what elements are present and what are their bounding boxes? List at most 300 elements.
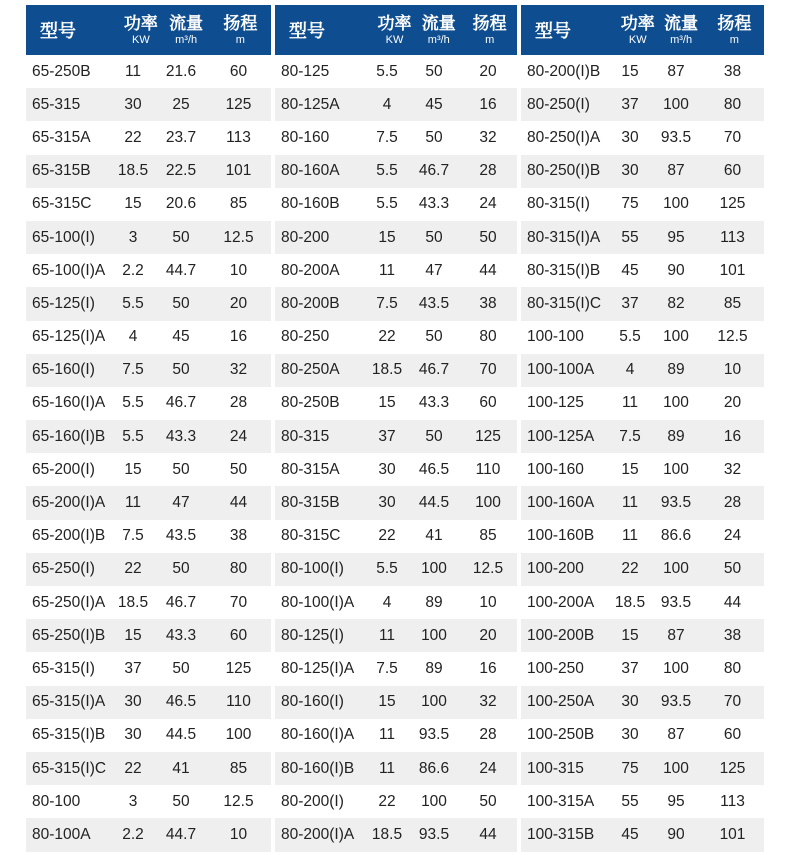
header-power-unit: KW xyxy=(628,33,647,46)
cell-power: 5.5 xyxy=(122,394,144,412)
cell-model: 65-250(I) xyxy=(32,560,95,578)
table-row xyxy=(275,155,517,188)
cell-flow: 45 xyxy=(425,95,443,113)
table-row xyxy=(26,818,271,851)
cell-head: 85 xyxy=(723,294,742,312)
cell-flow: 50 xyxy=(172,792,190,810)
table-row xyxy=(26,420,271,453)
cell-power: 15 xyxy=(378,228,396,246)
header-head xyxy=(462,14,517,47)
cell-flow: 90 xyxy=(667,825,685,843)
cell-model: 100-250 xyxy=(527,659,584,677)
cell-power: 75 xyxy=(621,195,639,213)
cell-power: 11 xyxy=(621,394,639,412)
cell-power: 11 xyxy=(378,726,396,744)
header-head-unit: m xyxy=(729,33,739,46)
cell-head: 125 xyxy=(225,95,252,113)
table-row xyxy=(521,387,764,420)
cell-power: 37 xyxy=(621,95,639,113)
cell-model: 100-250A xyxy=(527,693,595,711)
cell-model: 80-125(I) xyxy=(281,626,344,644)
cell-power: 22 xyxy=(621,560,639,578)
cell-model: 65-315(I)A xyxy=(32,693,106,711)
cell-model: 80-315(I)B xyxy=(527,261,601,279)
cell-model: 65-315(I)C xyxy=(32,759,107,777)
cell-power: 11 xyxy=(378,626,396,644)
table-row xyxy=(275,453,517,486)
cell-power: 15 xyxy=(621,62,639,80)
header-flow xyxy=(415,14,462,47)
cell-power: 37 xyxy=(378,427,396,445)
cell-power: 18.5 xyxy=(371,361,403,379)
cell-head: 32 xyxy=(479,693,497,711)
cell-flow: 87 xyxy=(667,62,685,80)
cell-head: 16 xyxy=(229,328,248,346)
cell-flow: 93.5 xyxy=(660,693,692,711)
table-row xyxy=(521,55,764,88)
cell-head: 101 xyxy=(719,825,746,843)
cell-flow: 87 xyxy=(667,162,685,180)
header-power-label: 功率 xyxy=(620,13,655,33)
cell-power: 15 xyxy=(124,460,142,478)
cell-power: 11 xyxy=(124,494,142,512)
cell-head: 60 xyxy=(229,62,248,80)
cell-power: 22 xyxy=(378,792,396,810)
cell-model: 100-100A xyxy=(527,361,595,379)
header-power-label: 功率 xyxy=(123,13,158,33)
table-row xyxy=(275,686,517,719)
cell-power: 5.5 xyxy=(122,294,144,312)
cell-power: 45 xyxy=(621,825,639,843)
cell-head: 16 xyxy=(479,659,497,677)
cell-head: 28 xyxy=(479,726,497,744)
cell-power: 55 xyxy=(621,228,639,246)
table-row xyxy=(521,719,764,752)
cell-power: 30 xyxy=(621,693,639,711)
cell-head: 20 xyxy=(479,62,497,80)
table-row xyxy=(275,619,517,652)
cell-head: 12.5 xyxy=(223,228,254,246)
cell-model: 80-250 xyxy=(281,328,330,346)
cell-flow: 100 xyxy=(421,560,447,578)
table-row xyxy=(26,387,271,420)
header-head xyxy=(705,14,764,47)
cell-flow: 43.3 xyxy=(165,427,197,445)
table-row xyxy=(26,55,271,88)
cell-head: 28 xyxy=(229,394,248,412)
table-row xyxy=(521,520,764,553)
cell-model: 80-315C xyxy=(281,527,341,545)
cell-flow: 50 xyxy=(425,228,443,246)
cell-model: 65-160(I) xyxy=(32,361,95,379)
cell-model: 100-100 xyxy=(527,328,584,346)
cell-model: 80-100 xyxy=(32,792,81,810)
cell-flow: 93.5 xyxy=(418,825,450,843)
table-row xyxy=(26,254,271,287)
cell-model: 80-160(I)B xyxy=(281,759,355,777)
cell-flow: 93.5 xyxy=(660,494,692,512)
cell-head: 12.5 xyxy=(717,328,748,346)
table-row xyxy=(26,188,271,221)
header-model: 型号 xyxy=(535,21,571,41)
cell-power: 22 xyxy=(124,128,142,146)
spec-table-1 xyxy=(26,5,271,852)
cell-flow: 41 xyxy=(172,759,190,777)
table-row xyxy=(521,619,764,652)
cell-head: 60 xyxy=(229,626,248,644)
cell-power: 55 xyxy=(621,792,639,810)
cell-head: 24 xyxy=(229,427,248,445)
cell-power: 11 xyxy=(378,759,396,777)
cell-head: 110 xyxy=(475,460,501,478)
cell-head: 80 xyxy=(723,95,742,113)
cell-head: 100 xyxy=(225,726,252,744)
cell-power: 18.5 xyxy=(117,162,149,180)
cell-model: 65-315(I) xyxy=(32,659,95,677)
cell-power: 11 xyxy=(378,261,396,279)
cell-power: 7.5 xyxy=(376,128,398,146)
cell-head: 60 xyxy=(479,394,497,412)
cell-flow: 50 xyxy=(172,460,190,478)
header-flow-label: 流量 xyxy=(664,13,699,33)
cell-head: 85 xyxy=(229,759,248,777)
cell-model: 80-315A xyxy=(281,460,340,478)
cell-head: 38 xyxy=(479,294,497,312)
cell-power: 5.5 xyxy=(619,328,641,346)
cell-model: 65-125(I)A xyxy=(32,328,106,346)
cell-head: 12.5 xyxy=(472,560,504,578)
cell-model: 80-250(I)B xyxy=(527,162,601,180)
table-row xyxy=(26,287,271,320)
cell-head: 125 xyxy=(719,195,746,213)
cell-flow: 95 xyxy=(667,228,685,246)
table-row xyxy=(26,752,271,785)
cell-flow: 86.6 xyxy=(660,527,692,545)
table-row xyxy=(521,155,764,188)
cell-head: 28 xyxy=(723,494,742,512)
cell-flow: 21.6 xyxy=(165,62,197,80)
cell-head: 101 xyxy=(225,162,252,180)
cell-power: 37 xyxy=(621,294,639,312)
cell-model: 65-315C xyxy=(32,195,92,213)
cell-head: 85 xyxy=(229,195,248,213)
table-row xyxy=(521,254,764,287)
cell-power: 4 xyxy=(625,361,635,379)
table-row xyxy=(275,88,517,121)
cell-model: 65-160(I)A xyxy=(32,394,106,412)
table-row xyxy=(275,420,517,453)
cell-model: 100-160 xyxy=(527,460,584,478)
cell-model: 80-200(I) xyxy=(281,792,344,810)
header-flow-unit: m³/h xyxy=(427,33,450,46)
cell-model: 65-315A xyxy=(32,128,91,146)
table-row xyxy=(275,486,517,519)
table-row xyxy=(26,453,271,486)
cell-head: 20 xyxy=(479,626,497,644)
table-row xyxy=(521,420,764,453)
header-head-label: 扬程 xyxy=(472,13,507,33)
table-row xyxy=(26,619,271,652)
cell-flow: 89 xyxy=(667,427,685,445)
cell-flow: 50 xyxy=(425,427,443,445)
cell-power: 11 xyxy=(124,62,142,80)
cell-power: 15 xyxy=(378,693,396,711)
cell-power: 3 xyxy=(128,228,138,246)
cell-model: 80-200 xyxy=(281,228,330,246)
cell-power: 15 xyxy=(378,394,396,412)
header-power-label: 功率 xyxy=(377,13,412,33)
cell-model: 65-250(I)A xyxy=(32,593,106,611)
cell-flow: 100 xyxy=(663,394,689,412)
cell-flow: 87 xyxy=(667,626,685,644)
cell-power: 75 xyxy=(621,759,639,777)
cell-flow: 50 xyxy=(172,361,190,379)
cell-head: 50 xyxy=(479,228,497,246)
cell-model: 100-315B xyxy=(527,825,595,843)
cell-model: 80-250(I)A xyxy=(527,128,601,146)
cell-flow: 89 xyxy=(667,361,685,379)
cell-head: 32 xyxy=(229,361,248,379)
cell-head: 70 xyxy=(229,593,248,611)
cell-head: 125 xyxy=(719,759,746,777)
cell-model: 80-315(I)C xyxy=(527,294,602,312)
table-row xyxy=(275,553,517,586)
cell-model: 100-160B xyxy=(527,527,595,545)
cell-model: 100-160A xyxy=(527,494,595,512)
cell-flow: 23.7 xyxy=(165,128,197,146)
cell-flow: 50 xyxy=(172,560,190,578)
table-row xyxy=(275,520,517,553)
cell-model: 65-250(I)B xyxy=(32,626,106,644)
table-row xyxy=(26,652,271,685)
cell-flow: 44.5 xyxy=(418,494,450,512)
cell-head: 28 xyxy=(479,162,497,180)
cell-head: 24 xyxy=(479,759,497,777)
cell-head: 20 xyxy=(229,294,248,312)
cell-model: 80-315B xyxy=(281,494,340,512)
cell-flow: 100 xyxy=(663,759,689,777)
table-row xyxy=(26,719,271,752)
table-row xyxy=(26,321,271,354)
cell-head: 10 xyxy=(229,825,248,843)
header-model: 型号 xyxy=(40,21,76,41)
cell-model: 80-315(I) xyxy=(527,195,590,213)
table-row xyxy=(26,88,271,121)
cell-power: 18.5 xyxy=(371,825,403,843)
cell-power: 37 xyxy=(124,659,142,677)
header-power-unit: KW xyxy=(132,33,150,46)
cell-flow: 100 xyxy=(421,626,447,644)
cell-flow: 100 xyxy=(421,693,447,711)
cell-head: 38 xyxy=(723,626,742,644)
cell-head: 110 xyxy=(226,693,251,711)
cell-flow: 100 xyxy=(421,792,447,810)
cell-model: 100-315 xyxy=(527,759,584,777)
cell-head: 50 xyxy=(479,792,497,810)
table-row xyxy=(521,221,764,254)
cell-model: 80-250(I) xyxy=(527,95,590,113)
header-flow-label: 流量 xyxy=(421,13,456,33)
cell-power: 11 xyxy=(621,494,639,512)
cell-model: 65-200(I)A xyxy=(32,494,106,512)
cell-power: 15 xyxy=(124,626,142,644)
cell-power: 7.5 xyxy=(122,527,144,545)
cell-flow: 100 xyxy=(663,560,689,578)
cell-model: 80-200(I)A xyxy=(281,825,355,843)
table-row xyxy=(521,785,764,818)
cell-flow: 43.5 xyxy=(418,294,450,312)
cell-power: 22 xyxy=(124,759,142,777)
cell-flow: 50 xyxy=(172,294,190,312)
header-head-label: 扬程 xyxy=(223,13,258,33)
cell-flow: 46.7 xyxy=(165,593,197,611)
cell-head: 125 xyxy=(225,659,252,677)
table-row xyxy=(26,553,271,586)
cell-power: 7.5 xyxy=(122,361,144,379)
header-power xyxy=(618,14,658,47)
cell-power: 30 xyxy=(621,162,639,180)
table-row xyxy=(275,254,517,287)
cell-flow: 46.7 xyxy=(165,394,197,412)
header-flow-unit: m³/h xyxy=(670,33,693,46)
cell-flow: 46.7 xyxy=(418,361,450,379)
cell-power: 22 xyxy=(124,560,142,578)
cell-power: 18.5 xyxy=(117,593,149,611)
table-row xyxy=(275,818,517,851)
cell-flow: 93.5 xyxy=(660,593,692,611)
cell-head: 60 xyxy=(723,162,742,180)
cell-model: 100-200 xyxy=(527,560,584,578)
cell-power: 5.5 xyxy=(376,162,398,180)
table-row xyxy=(521,453,764,486)
cell-model: 65-200(I)B xyxy=(32,527,106,545)
cell-flow: 44.5 xyxy=(165,726,197,744)
cell-head: 44 xyxy=(479,261,497,279)
cell-power: 15 xyxy=(621,626,639,644)
cell-flow: 43.3 xyxy=(418,394,450,412)
cell-head: 50 xyxy=(723,560,742,578)
table-row xyxy=(275,586,517,619)
cell-model: 80-315(I)A xyxy=(527,228,601,246)
cell-power: 7.5 xyxy=(619,427,641,445)
cell-flow: 93.5 xyxy=(418,726,450,744)
cell-model: 80-250A xyxy=(281,361,340,379)
header-flow-unit: m³/h xyxy=(175,33,198,46)
table-header xyxy=(275,5,517,55)
header-flow-label: 流量 xyxy=(169,13,204,33)
cell-flow: 93.5 xyxy=(660,128,692,146)
cell-flow: 100 xyxy=(663,195,689,213)
cell-head: 20 xyxy=(723,394,742,412)
table-row xyxy=(521,188,764,221)
cell-model: 80-250B xyxy=(281,394,340,412)
cell-model: 80-160 xyxy=(281,128,330,146)
cell-head: 38 xyxy=(229,527,248,545)
cell-flow: 50 xyxy=(172,659,190,677)
table-row xyxy=(26,486,271,519)
table-row xyxy=(275,287,517,320)
header-power xyxy=(119,14,162,47)
cell-power: 30 xyxy=(621,128,639,146)
cell-model: 80-100(I) xyxy=(281,560,344,578)
cell-flow: 95 xyxy=(667,792,685,810)
cell-head: 38 xyxy=(723,62,742,80)
cell-flow: 45 xyxy=(172,328,190,346)
cell-head: 85 xyxy=(479,527,497,545)
cell-power: 3 xyxy=(128,792,138,810)
cell-head: 44 xyxy=(723,593,742,611)
table-row xyxy=(26,586,271,619)
cell-power: 45 xyxy=(621,261,639,279)
table-row xyxy=(26,520,271,553)
table-row xyxy=(275,121,517,154)
cell-flow: 50 xyxy=(425,62,443,80)
table-row xyxy=(275,188,517,221)
cell-model: 80-125(I)A xyxy=(281,659,355,677)
table-row xyxy=(521,321,764,354)
header-head-unit: m xyxy=(235,33,245,46)
cell-power: 5.5 xyxy=(122,427,144,445)
table-row xyxy=(521,287,764,320)
cell-flow: 46.5 xyxy=(418,460,450,478)
header-head-label: 扬程 xyxy=(717,13,752,33)
table-row xyxy=(521,652,764,685)
cell-model: 80-160A xyxy=(281,162,340,180)
header-power-unit: KW xyxy=(385,33,404,46)
cell-model: 100-125A xyxy=(527,427,595,445)
cell-model: 80-125 xyxy=(281,62,330,80)
table-row xyxy=(26,221,271,254)
cell-power: 5.5 xyxy=(376,62,398,80)
cell-head: 60 xyxy=(723,726,742,744)
cell-flow: 47 xyxy=(425,261,443,279)
cell-model: 65-100(I)A xyxy=(32,261,106,279)
cell-head: 113 xyxy=(226,128,251,146)
cell-power: 18.5 xyxy=(614,593,646,611)
cell-power: 4 xyxy=(128,328,138,346)
header-flow xyxy=(163,14,210,47)
cell-power: 37 xyxy=(621,659,639,677)
cell-head: 32 xyxy=(479,128,497,146)
cell-head: 101 xyxy=(719,261,746,279)
cell-head: 10 xyxy=(229,261,248,279)
cell-power: 30 xyxy=(621,726,639,744)
cell-head: 125 xyxy=(475,427,501,445)
cell-flow: 22.5 xyxy=(165,162,197,180)
cell-flow: 100 xyxy=(663,460,689,478)
cell-model: 100-250B xyxy=(527,726,595,744)
cell-flow: 46.5 xyxy=(165,693,197,711)
table-row xyxy=(275,354,517,387)
table-row xyxy=(275,321,517,354)
cell-head: 70 xyxy=(479,361,497,379)
cell-flow: 46.7 xyxy=(418,162,450,180)
table-row xyxy=(26,155,271,188)
table-header xyxy=(521,5,764,55)
cell-flow: 82 xyxy=(667,294,685,312)
table-row xyxy=(275,752,517,785)
cell-flow: 50 xyxy=(425,128,443,146)
header-model: 型号 xyxy=(289,21,325,41)
cell-model: 65-315(I)B xyxy=(32,726,106,744)
cell-head: 16 xyxy=(479,95,497,113)
table-row xyxy=(275,55,517,88)
cell-head: 32 xyxy=(723,460,742,478)
cell-power: 30 xyxy=(124,95,142,113)
cell-flow: 90 xyxy=(667,261,685,279)
cell-power: 15 xyxy=(124,195,142,213)
cell-model: 80-100A xyxy=(32,825,91,843)
